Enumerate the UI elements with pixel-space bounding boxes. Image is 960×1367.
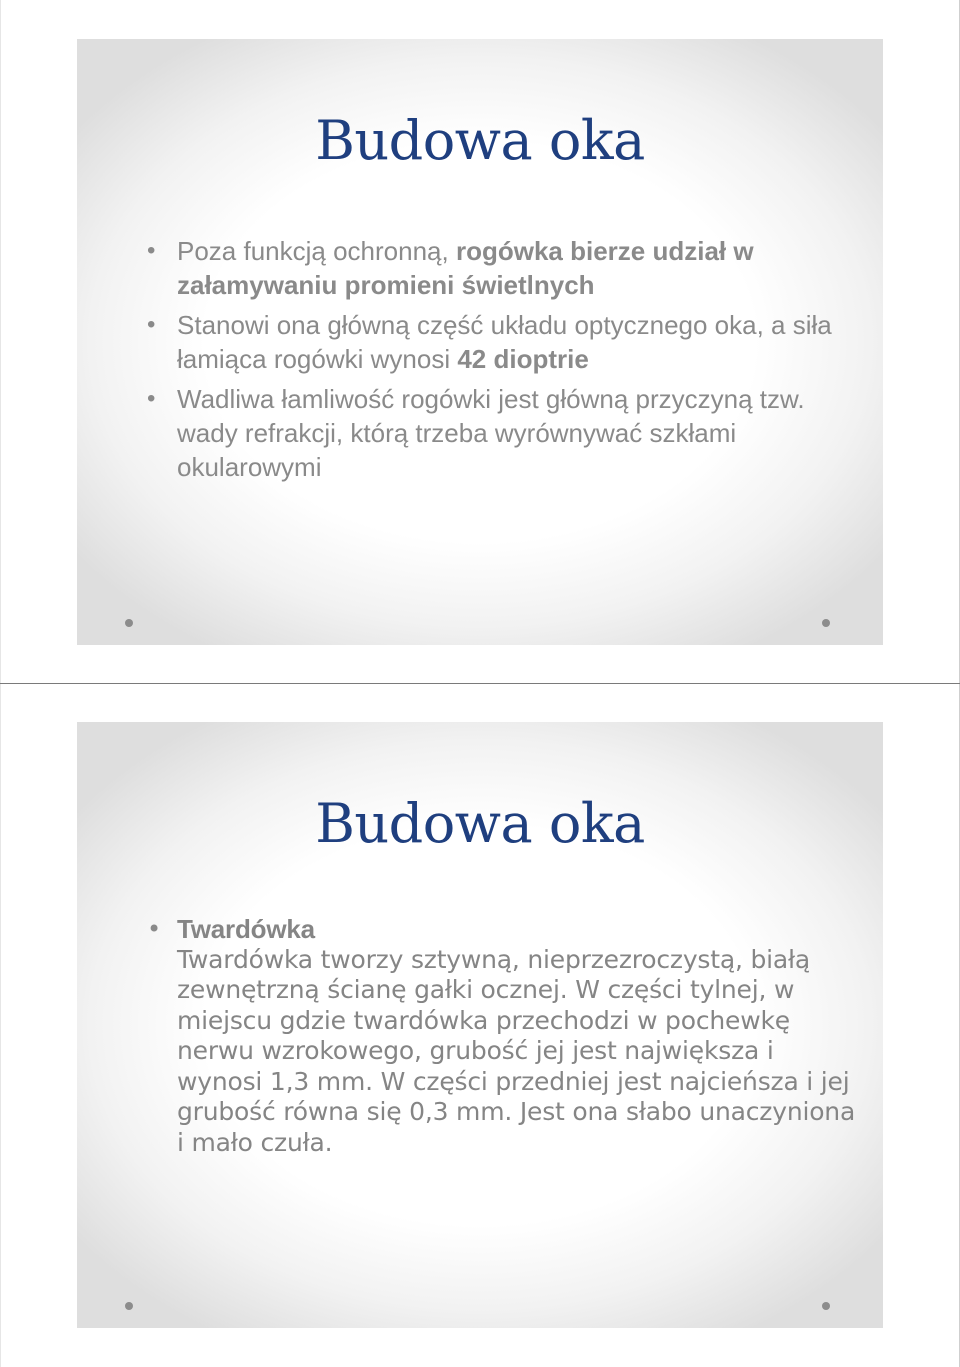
- slide-title: Budowa oka: [315, 109, 645, 172]
- bullet-icon: •: [147, 237, 156, 264]
- bullet-item: [147, 308, 837, 376]
- bullet-list: [147, 914, 857, 1164]
- bullet-text-bold: rogówka bierze udział w załamywaniu promieni świetlnych: [177, 236, 754, 300]
- corner-dot-icon: [125, 1302, 133, 1310]
- bullet-text: Stanowi ona główną część układu optycznego oka, a siła łamiąca rogówki wynosi: [177, 310, 832, 374]
- slide-1: [77, 39, 883, 645]
- bullet-heading: Twardówka: [177, 914, 315, 944]
- bullet-item: [147, 382, 837, 484]
- bullet-text-bold: 42 dioptrie: [457, 344, 589, 374]
- corner-dot-icon: [822, 1302, 830, 1310]
- bullet-text: Poza funkcją ochronną,: [177, 236, 456, 266]
- bullet-item: [147, 234, 837, 302]
- slide-2: [77, 722, 883, 1328]
- slide-title: Budowa oka: [315, 792, 645, 855]
- bullet-text: Wadliwa łamliwość rogówki jest główną przyczyną tzw. wady refrakcji, którą trzeba wyrównywać szkłami okularowymi: [177, 384, 805, 482]
- bullet-item: [147, 914, 857, 1158]
- corner-dot-icon: [125, 619, 133, 627]
- bullet-icon: •: [147, 311, 156, 338]
- bullet-icon: •: [147, 385, 156, 412]
- corner-dot-icon: [822, 619, 830, 627]
- bullet-icon: •: [147, 915, 161, 943]
- bullet-list: [147, 234, 837, 490]
- bullet-body-text: Twardówka tworzy sztywną, nieprzezroczystą, białą zewnętrzną ścianę gałki ocznej. W części tylnej, w miejscu gdzie twardówka przechodzi w pochewkę nerwu wzrokowego, grubość jej jest największa i wynosi 1,3 mm. W części przedniej jest najcieńsza i jej grubość równa się 0,3 mm. Jest ona słabo unaczyniona i mało czuła.: [177, 944, 856, 1157]
